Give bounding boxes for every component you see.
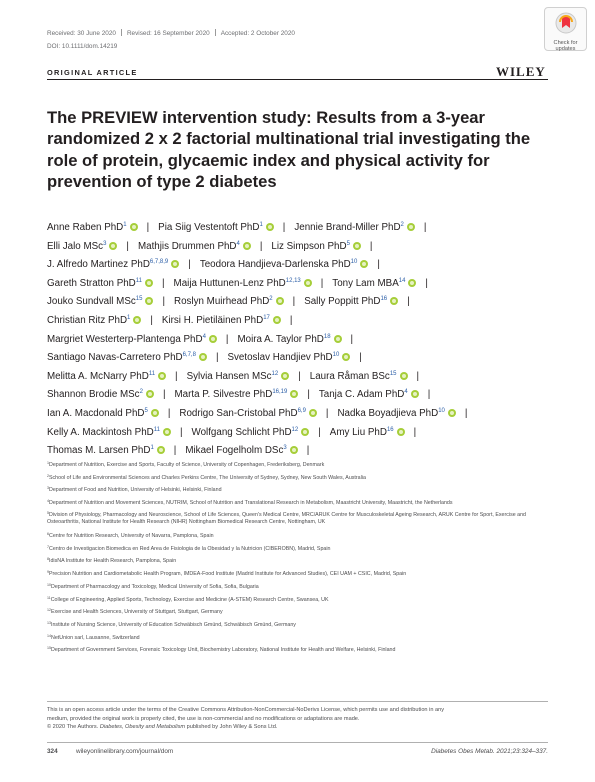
author-name[interactable]	[47, 445, 165, 456]
author-separator: |	[464, 407, 468, 419]
history-separator	[121, 29, 122, 36]
affiliation-text: Centre for Nutrition Research, University of Navarra, Pamplona, Spain	[49, 533, 214, 539]
orcid-icon[interactable]	[390, 297, 398, 305]
affiliation-text: School of Life and Environmental Sciences and Charles Perkins Centre, The University of Sydney, Sydney, New South Wales, Australia	[49, 474, 366, 481]
author-separator: |	[425, 277, 428, 289]
author-name[interactable]	[294, 222, 415, 233]
affiliation-superscript[interactable]: 1	[123, 222, 127, 228]
affiliation-superscript[interactable]: 4	[236, 240, 240, 247]
affiliation-superscript[interactable]: 10	[438, 407, 445, 414]
author-name-text: Amy Liu PhD	[329, 426, 387, 438]
orcid-icon[interactable]	[146, 390, 154, 398]
affiliation-superscript[interactable]: 15	[389, 370, 397, 377]
author-name-text: Tony Lam MBA	[332, 277, 399, 289]
author-separator: |	[369, 240, 373, 252]
author-separator: |	[407, 296, 410, 308]
affiliation-number: 8	[47, 557, 49, 562]
author-name-text: Melitta A. McNarry PhD	[47, 370, 149, 382]
affiliation-superscript[interactable]: 11	[148, 370, 156, 377]
author-name-text: Maija Huttunen-Lenz PhD	[173, 277, 286, 289]
author-name-text: Moira A. Taylor PhD	[237, 333, 324, 345]
journal-citation: Diabetes Obes Metab. 2021;23:324–337.	[431, 748, 548, 755]
affiliation-item	[47, 568, 557, 581]
publisher-logo: WILEY	[496, 64, 546, 79]
author-name-text: Rodrigo San-Cristobal PhD	[179, 407, 298, 419]
header-divider	[47, 79, 548, 80]
affiliation-text: Institute of Nursing Science, University of Education Schwäbisch Gmünd, Schwäbisch Gmünd, Germany	[51, 621, 296, 628]
author-name[interactable]	[319, 389, 419, 400]
author-separator: |	[318, 426, 321, 438]
affiliation-superscript[interactable]: 12	[291, 426, 299, 433]
orcid-icon[interactable]	[276, 297, 284, 305]
author-name[interactable]	[337, 408, 455, 419]
author-name-text: Sylvia Hansen MSc	[186, 370, 272, 382]
affiliation-text: NetUnion sarl, Lausanne, Switzerland	[51, 634, 140, 641]
copyright-suffix: published by John Wiley & Sons Ltd.	[185, 724, 278, 731]
author-name-text: Nadka Boyadjieva PhD	[337, 407, 439, 419]
author-name-text: Roslyn Muirhead PhD	[174, 296, 270, 308]
author-separator: |	[307, 389, 310, 401]
affiliation-superscript[interactable]: 11	[153, 426, 160, 433]
copyright-line	[47, 723, 552, 732]
affiliation-item	[47, 530, 557, 543]
affiliation-number: 13	[47, 620, 51, 625]
orcid-icon[interactable]	[408, 279, 416, 287]
orcid-icon[interactable]	[309, 409, 317, 417]
affiliation-superscript[interactable]: 16	[386, 426, 394, 433]
copyright-prefix: © 2020 The Authors.	[47, 724, 100, 731]
author-name[interactable]	[192, 427, 310, 438]
affiliation-superscript[interactable]: 16	[380, 296, 388, 303]
author-name-text: Jouko Sundvall MSc	[47, 296, 136, 308]
orcid-icon[interactable]	[266, 223, 274, 231]
author-name[interactable]	[179, 408, 317, 419]
author-separator: |	[225, 333, 229, 345]
affiliation-superscript[interactable]: 12	[271, 370, 279, 377]
author-name[interactable]	[47, 389, 154, 400]
author-name-text: Kelly A. Mackintosh PhD	[47, 426, 154, 438]
author-separator: |	[146, 222, 150, 233]
affiliation-number: 1	[47, 461, 49, 465]
orcid-icon[interactable]	[301, 428, 309, 436]
author-list	[47, 219, 567, 461]
affiliation-number: 11	[47, 595, 51, 600]
author-separator: |	[377, 259, 380, 271]
affiliation-item	[47, 512, 557, 527]
author-name-text: Jennie Brand-Miller PhD	[294, 222, 401, 233]
author-name-text: Thomas M. Larsen PhD	[47, 445, 151, 457]
affiliation-number: 7	[47, 544, 49, 549]
orcid-icon[interactable]	[145, 297, 153, 305]
check-for-updates-line1: Check for	[553, 40, 578, 46]
orcid-icon[interactable]	[360, 260, 368, 268]
affiliation-superscript[interactable]: 1	[259, 222, 263, 228]
author-name[interactable]	[47, 296, 153, 307]
orcid-icon[interactable]	[411, 390, 419, 398]
author-separator: |	[298, 370, 301, 382]
article-type-label: ORIGINAL ARTICLE	[47, 68, 138, 77]
affiliation-superscript[interactable]: 18	[323, 333, 331, 340]
received-date: Received: 30 June 2020	[47, 30, 116, 37]
author-line	[47, 368, 567, 387]
affiliation-item	[47, 632, 557, 645]
affiliation-number: 10	[47, 582, 51, 587]
author-name[interactable]	[162, 315, 281, 326]
crossmark-icon	[555, 12, 577, 34]
orcid-icon[interactable]	[448, 409, 456, 417]
affiliation-superscript[interactable]: 15	[135, 296, 143, 303]
author-separator: |	[215, 352, 219, 364]
author-name[interactable]	[228, 352, 351, 363]
affiliation-text: Department of Nutrition and Movement Sciences, NUTRIM, School of Nutrition and Translational Research in Metabolism, Maastricht University, Maastricht, the Netherlands	[49, 500, 453, 507]
author-name-text: Ian A. Macdonald PhD	[47, 407, 145, 419]
author-name-text: Kirsi H. Pietiläinen PhD	[161, 314, 264, 326]
affiliation-item	[47, 459, 557, 472]
orcid-icon[interactable]	[407, 223, 415, 231]
author-separator: |	[179, 426, 183, 438]
orcid-icon[interactable]	[199, 353, 207, 361]
author-line	[47, 349, 567, 368]
affiliation-item	[47, 594, 557, 607]
affiliation-superscript[interactable]: 14	[398, 277, 406, 284]
affiliation-item	[47, 543, 557, 556]
affiliation-superscript[interactable]: 1	[127, 314, 131, 321]
author-line	[47, 312, 567, 331]
author-name[interactable]	[187, 371, 290, 382]
affiliation-number: 15	[47, 646, 51, 651]
page-number: 324	[47, 748, 58, 755]
affiliation-superscript[interactable]: 2	[269, 296, 273, 303]
author-line	[47, 256, 567, 275]
author-name-text: J. Alfredo Martinez PhD	[47, 259, 150, 271]
orcid-icon[interactable]	[273, 316, 281, 324]
author-name-text: Mathjis Drummen PhD	[137, 240, 237, 252]
author-name-text: Liz Simpson PhD	[271, 240, 347, 252]
affiliation-superscript[interactable]: 3	[103, 240, 107, 247]
author-name-text: Svetoslav Handjiev PhD	[227, 352, 333, 364]
author-name[interactable]	[332, 278, 416, 289]
author-name[interactable]	[47, 278, 153, 289]
author-separator: |	[167, 407, 171, 419]
footer-divider	[47, 742, 548, 743]
author-line	[47, 405, 567, 424]
affiliation-number: 14	[47, 633, 51, 638]
author-name[interactable]	[200, 259, 369, 270]
author-name[interactable]	[47, 427, 171, 438]
author-name[interactable]	[158, 222, 274, 233]
affiliation-text: College of Engineering, Applied Sports, Technology, Exercise and Medicine (A-STEM) Research Centre, Swansea, UK	[50, 596, 329, 603]
affiliation-item	[47, 644, 557, 657]
author-name-text: Mikael Fogelholm DSc	[185, 445, 284, 457]
affiliation-text: Department of Pharmacology and Toxicology, Medical University of Sofia, Sofia, Bulgaria	[51, 583, 259, 590]
affiliation-superscript[interactable]: 6,7,8,9	[149, 259, 169, 266]
journal-url-link[interactable]: wileyonlinelibrary.com/journal/dom	[76, 748, 174, 755]
affiliation-superscript[interactable]: 5	[346, 240, 350, 247]
author-name-text: Marta P. Silvestre PhD	[174, 389, 273, 401]
author-line	[47, 442, 567, 461]
affiliation-superscript[interactable]: 16,19	[272, 389, 288, 396]
author-name[interactable]	[47, 408, 159, 419]
affiliation-superscript[interactable]: 2	[400, 222, 404, 228]
author-name-text: Teodora Handjieva-Darlenska PhD	[199, 259, 351, 271]
affiliation-superscript[interactable]: 4	[202, 333, 206, 340]
author-name[interactable]	[271, 241, 361, 252]
author-separator: |	[423, 222, 427, 233]
doi-link[interactable]: DOI: 10.1111/dom.14219	[47, 43, 118, 50]
affiliation-item	[47, 472, 557, 485]
affiliation-item	[47, 606, 557, 619]
author-separator: |	[292, 296, 296, 308]
affiliation-superscript[interactable]: 5	[144, 407, 148, 414]
affiliation-item	[47, 581, 557, 594]
orcid-icon[interactable]	[171, 260, 179, 268]
affiliation-superscript[interactable]: 11	[135, 277, 142, 284]
license-line: medium, provided the original work is properly cited, the use is non-commercial and no modifications or adaptations are made.	[47, 715, 360, 722]
affiliation-text: Division of Physiology, Pharmacology and Neuroscience, School of Life Sciences, Queen's Medical Centre, MRC/ARUK Centre for Musculoskeletal Ageing Research, ARUK Centre for Sport, Exercise and Osteoarthritis, National Institute for Health Research (NIHR) Nottingham Biomedical Research Centre, Nottingham, UK	[47, 511, 526, 526]
affiliation-superscript[interactable]: 3	[283, 445, 287, 452]
affiliation-superscript[interactable]: 6,9	[297, 407, 306, 414]
history-separator	[215, 29, 216, 36]
affiliation-item	[47, 619, 557, 632]
author-name-text: Santiago Navas-Carretero PhD	[47, 352, 183, 364]
revised-date: Revised: 16 September 2020	[126, 30, 210, 37]
author-name[interactable]	[47, 315, 141, 326]
affiliation-list	[47, 459, 557, 657]
affiliation-superscript[interactable]: 4	[404, 389, 408, 396]
affiliation-text: Exercise and Health Sciences, University of Stuttgart, Stuttgart, Germany	[51, 609, 223, 616]
affiliation-superscript[interactable]: 2	[139, 389, 143, 396]
article-title: The PREVIEW intervention study: Results from a 3-year randomized 2 x 2 factorial multinational trial investigating the role of protein, glycaemic index and physical activity for prevention of type 2 diabetes	[47, 108, 531, 191]
check-for-updates-label	[545, 40, 586, 53]
author-name-text: Tanja C. Adam PhD	[318, 389, 405, 401]
author-line	[47, 331, 567, 350]
author-separator: |	[162, 389, 166, 401]
orcid-icon[interactable]	[334, 335, 342, 343]
author-separator: |	[188, 259, 191, 271]
affiliation-item	[47, 497, 557, 510]
affiliation-superscript[interactable]: 10	[332, 352, 340, 359]
orcid-icon[interactable]	[109, 242, 117, 250]
author-name[interactable]	[138, 241, 251, 252]
author-name[interactable]	[330, 427, 405, 438]
affiliation-number: 5	[47, 510, 49, 515]
author-name[interactable]	[310, 371, 408, 382]
affiliation-number: 12	[47, 608, 51, 613]
author-name[interactable]	[47, 222, 138, 233]
orcid-icon[interactable]	[130, 223, 138, 231]
author-separator: |	[413, 426, 417, 438]
author-name[interactable]	[47, 352, 207, 363]
orcid-icon[interactable]	[281, 372, 289, 380]
author-separator: |	[150, 314, 153, 326]
author-name-text: Christian Ritz PhD	[47, 314, 128, 326]
author-name-text: Gareth Stratton PhD	[47, 277, 136, 289]
author-name-text: Elli Jalo MSc	[47, 240, 104, 252]
affiliation-text: Department of Government Services, Forensic Toxicology Unit, Biochemistry Laboratory, National Institute for Health and Welfare, Helsinki, Finland	[51, 647, 396, 654]
orcid-icon[interactable]	[157, 446, 165, 454]
license-divider	[47, 701, 548, 702]
author-name[interactable]	[47, 334, 217, 345]
affiliation-number: 4	[47, 499, 49, 504]
license-statement	[47, 706, 552, 732]
orcid-icon[interactable]	[290, 446, 298, 454]
author-name-text: Wolfgang Schlicht PhD	[191, 426, 292, 438]
author-name[interactable]	[174, 296, 284, 307]
affiliation-item	[47, 484, 557, 497]
accepted-date: Accepted: 2 October 2020	[220, 30, 295, 37]
affiliation-number: 6	[47, 532, 49, 536]
author-line	[47, 238, 567, 257]
author-name-text: Sally Poppitt PhD	[304, 296, 381, 308]
author-name[interactable]	[304, 296, 398, 307]
orcid-icon[interactable]	[304, 279, 312, 287]
orcid-icon[interactable]	[163, 428, 171, 436]
affiliation-number: 3	[47, 486, 49, 491]
affiliation-text: Department of Food and Nutrition, University of Helsinki, Helsinki, Finland	[49, 487, 222, 494]
author-line	[47, 275, 567, 294]
author-name-text: Pia Siig Vestentoft PhD	[158, 222, 260, 233]
affiliation-text: Department of Nutrition, Exercise and Sports, Faculty of Science, University of Copenhagen, Frederiksberg, Denmark	[49, 462, 325, 468]
affiliation-item	[47, 555, 557, 568]
orcid-icon[interactable]	[342, 353, 350, 361]
affiliation-superscript[interactable]: 10	[350, 259, 358, 266]
author-name[interactable]	[174, 389, 298, 400]
author-name[interactable]	[47, 241, 117, 252]
author-separator: |	[175, 370, 178, 382]
author-line	[47, 293, 567, 312]
author-separator: |	[359, 352, 362, 364]
author-name[interactable]	[47, 259, 179, 270]
orcid-icon[interactable]	[145, 279, 153, 287]
author-separator: |	[259, 240, 263, 252]
check-for-updates-badge[interactable]	[544, 7, 587, 51]
orcid-icon[interactable]	[151, 409, 159, 417]
affiliation-superscript[interactable]: 6,7,8	[182, 352, 196, 359]
author-line	[47, 386, 567, 405]
author-name-text: Laura Råman BSc	[309, 370, 390, 382]
check-for-updates-line2: updates	[555, 46, 576, 53]
article-history	[47, 29, 295, 37]
affiliation-superscript[interactable]: 12,13	[285, 277, 301, 284]
license-line: This is an open access article under the terms of the Creative Commons Attribution-NonCommercial-NoDerivs License, which permits use and distribution in any	[47, 707, 445, 713]
affiliation-superscript[interactable]: 1	[150, 445, 154, 452]
author-separator: |	[350, 333, 354, 345]
author-separator: |	[162, 296, 165, 308]
orcid-icon[interactable]	[158, 372, 166, 380]
author-separator: |	[282, 222, 286, 233]
affiliation-number: 9	[47, 570, 49, 575]
author-name-text: Margriet Westerterp-Plantenga PhD	[47, 333, 203, 345]
orcid-icon[interactable]	[290, 390, 298, 398]
affiliation-text: IdisNA Institute for Health Research, Pamplona, Spain	[49, 558, 177, 565]
author-name[interactable]	[174, 278, 312, 289]
author-separator: |	[427, 389, 431, 401]
author-separator: |	[416, 370, 420, 382]
affiliation-superscript[interactable]: 17	[263, 314, 270, 321]
author-name-text: Anne Raben PhD	[47, 222, 124, 233]
orcid-icon[interactable]	[243, 242, 251, 250]
orcid-icon[interactable]	[397, 428, 405, 436]
orcid-icon[interactable]	[353, 242, 361, 250]
affiliation-number: 2	[47, 473, 49, 478]
author-separator: |	[325, 407, 329, 419]
author-separator: |	[173, 445, 177, 457]
author-separator: |	[162, 277, 165, 289]
author-name[interactable]	[47, 371, 166, 382]
author-separator: |	[289, 314, 293, 326]
author-name-text: Shannon Brodie MSc	[47, 389, 140, 401]
orcid-icon[interactable]	[133, 316, 141, 324]
author-name[interactable]	[185, 445, 297, 456]
affiliation-text: Precision Nutrition and Cardiometabolic Health Program, IMDEA-Food Institute (Madrid Institute for Advanced Studies), CEI UAM + CSIC, Madrid, Spain	[49, 571, 407, 578]
affiliation-text: Centro de Investigacion Biomedica en Red Area de Fisiologia de la Obesidad y la Nutricion (CIBEROBN), Madrid, Spain	[49, 545, 331, 552]
author-name[interactable]	[237, 334, 341, 345]
author-line	[47, 424, 567, 443]
orcid-icon[interactable]	[400, 372, 408, 380]
author-separator: |	[126, 240, 129, 252]
orcid-icon[interactable]	[209, 335, 217, 343]
author-separator: |	[306, 445, 310, 457]
author-separator: |	[320, 277, 324, 289]
author-line	[47, 219, 567, 238]
journal-name: Diabetes, Obesity and Metabolism	[99, 724, 186, 731]
